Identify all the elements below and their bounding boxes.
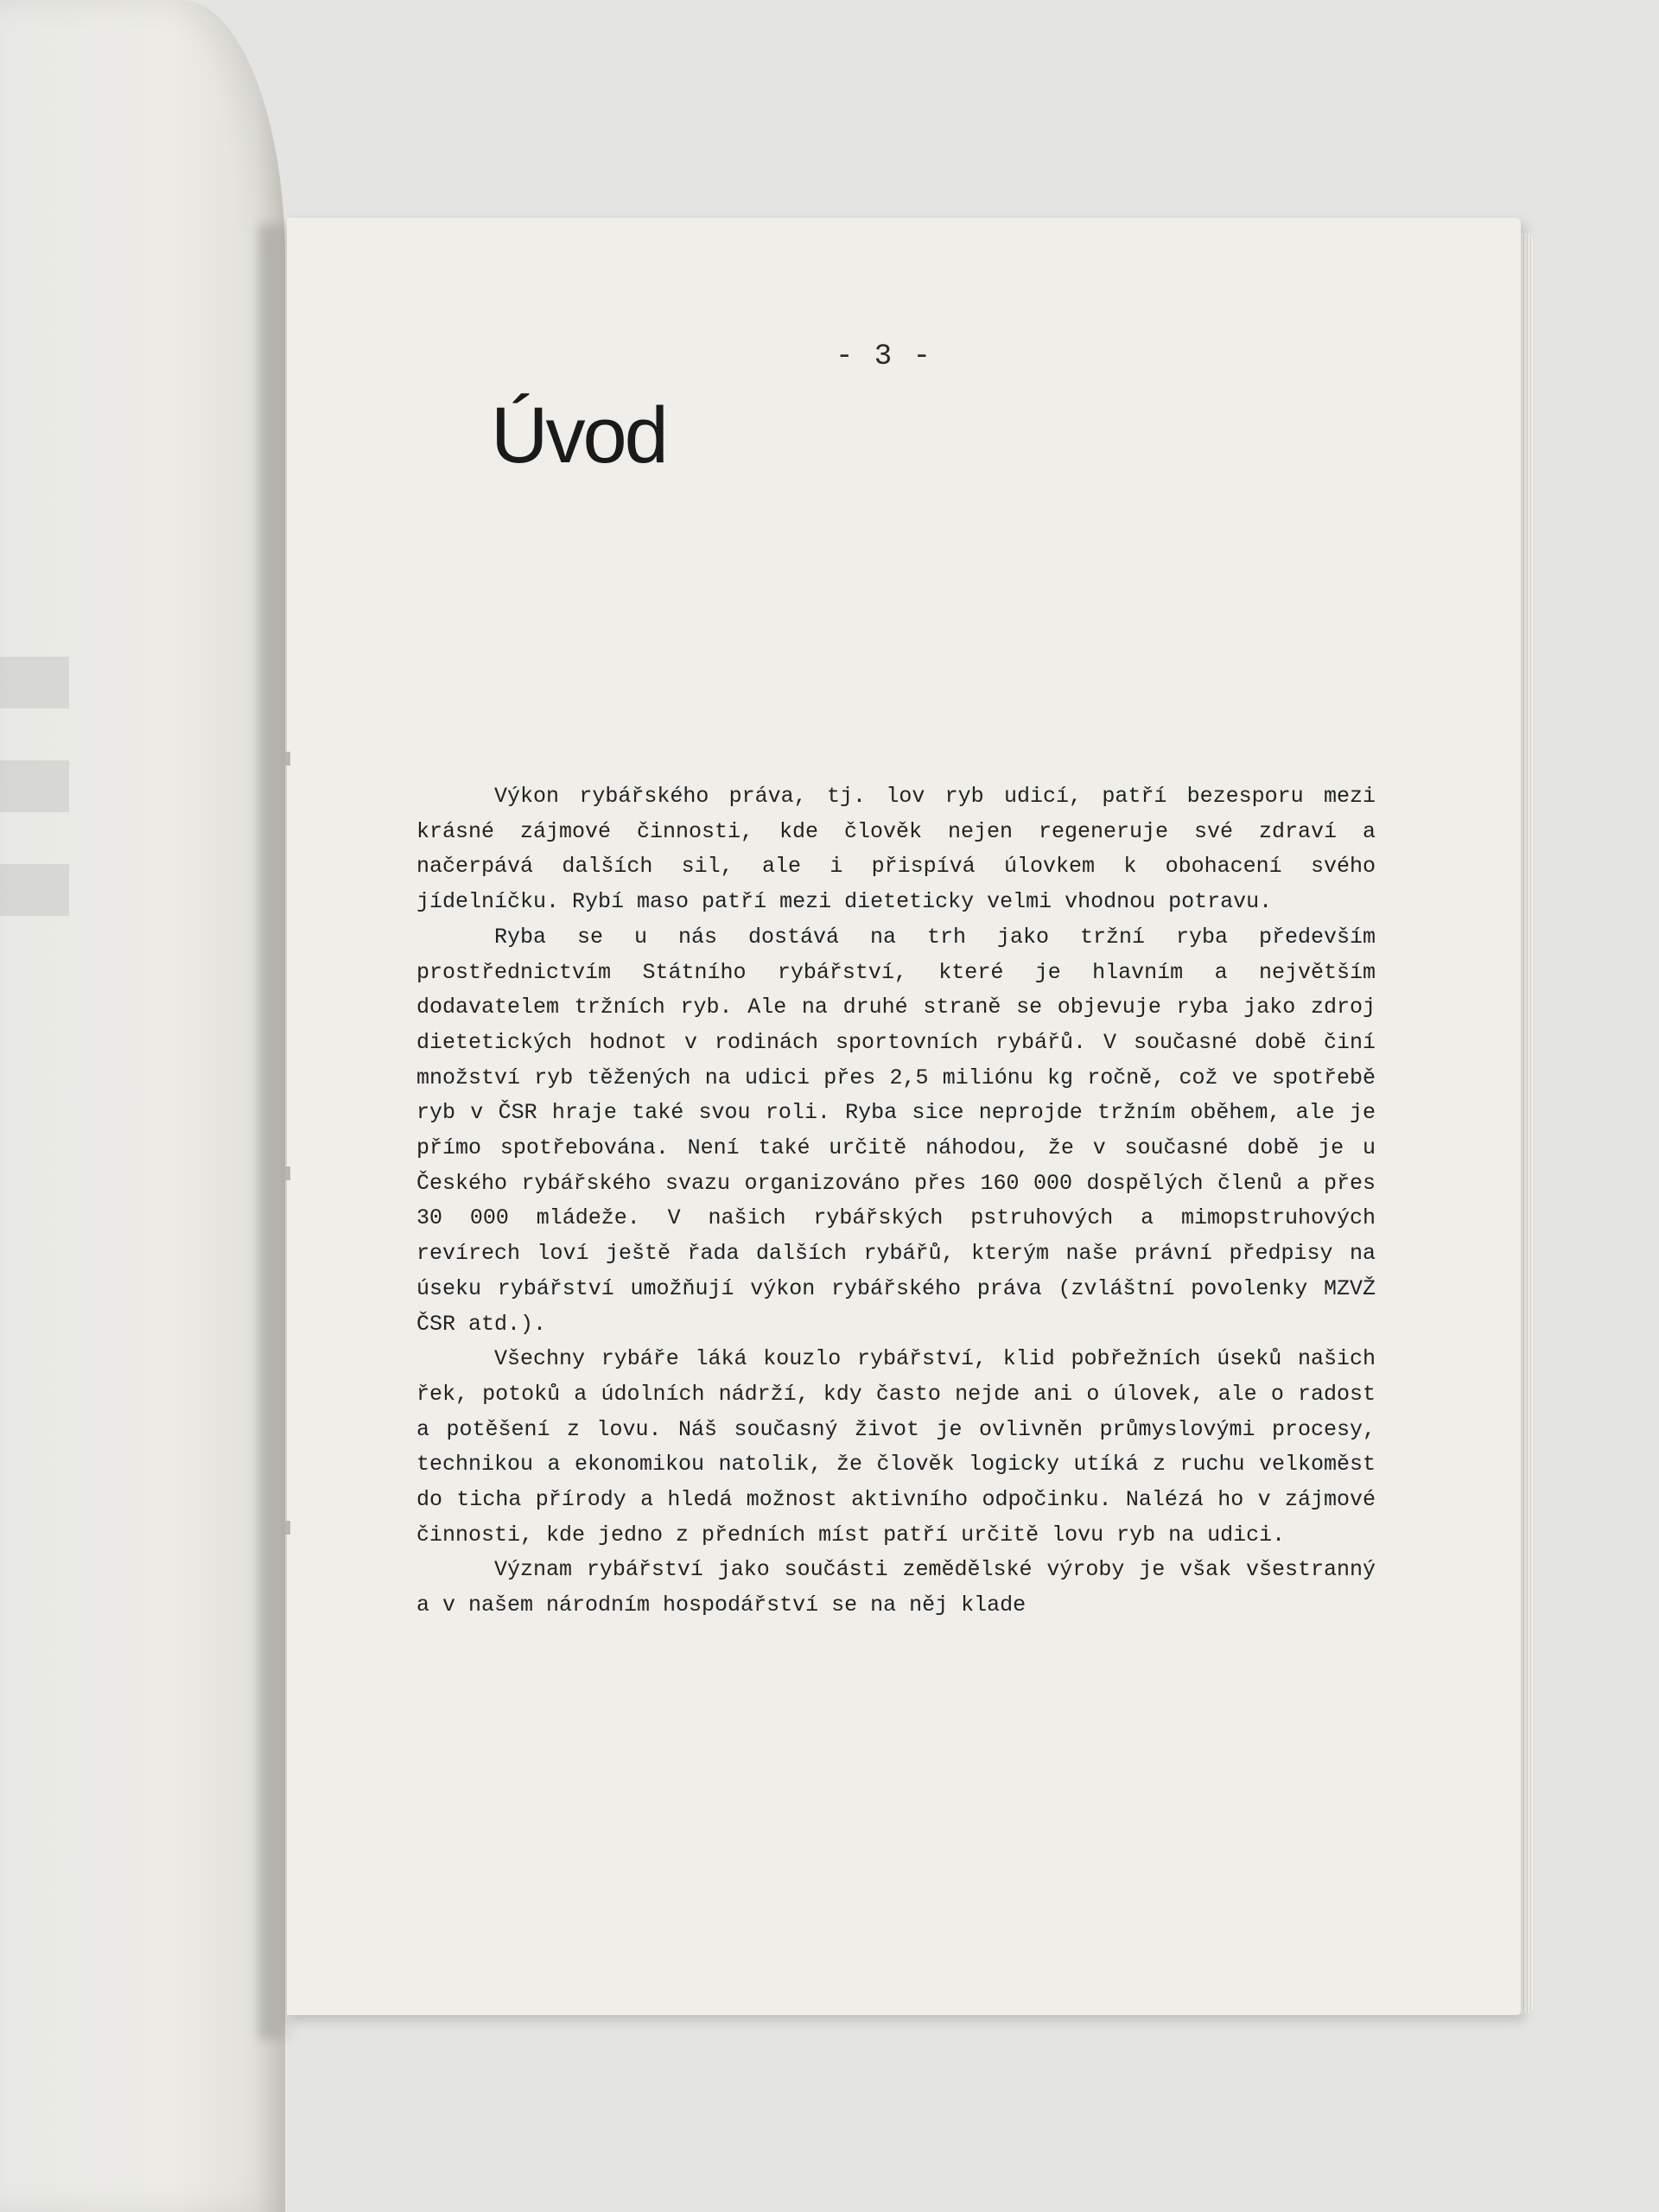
page-number: - 3 - xyxy=(836,340,933,373)
binding-mark xyxy=(285,1521,290,1535)
binding-mark xyxy=(285,752,290,766)
show-through-print xyxy=(0,657,69,968)
chapter-title: Úvod xyxy=(491,391,666,480)
body-text xyxy=(416,779,1376,1624)
binding-mark xyxy=(285,1166,290,1180)
paragraph-4: Význam rybářství jako součásti zemědělské výroby je však všestranný a v našem národním hospodářství se na něj klade xyxy=(416,1557,1376,1618)
paragraph-2: Ryba se u nás dostává na trh jako tržní ryba především prostřednictvím Státního rybářství, které je hlavním a největším dodavatelem tržních ryb. Ale na druhé straně se objevuje ryba jako zdroj dietetických hodnot v rodinách sportovních rybářů. V současné době činí množství ryb těžených na udici přes 2,5 miliónu kg ročně, což ve spotřebě ryb v ČSR hraje také svou roli. Ryba sice neprojde tržním oběhem, ale je přímo spotřebována. Není také určitě náhodou, že v současné době je u Českého rybářského svazu organizováno přes 160 000 dospělých členů a přes 30 000 mládeže. V našich rybářských pstruhových a mimopstruhových revírech loví ještě řada dalších rybářů, kterým naše právní předpisy na úseku rybářství umožňují výkon rybářského práva (zvláštní povolenky MZVŽ ČSR atd.). xyxy=(416,924,1376,1337)
left-page xyxy=(0,0,285,2212)
paragraph-1: Výkon rybářského práva, tj. lov ryb udicí, patří bezesporu mezi krásné zájmové činnosti, kde člověk nejen regeneruje své zdraví a načerpává dalších sil, ale i přispívá úlovkem k obohacení svého jídelníčku. Rybí maso patří mezi dieteticky velmi vhodnou potravu. xyxy=(416,784,1376,915)
paragraph-3: Všechny rybáře láká kouzlo rybářství, klid pobřežních úseků našich řek, potoků a údolních nádrží, kdy často nejde ani o úlovek, ale o radost a potěšení z lovu. Náš současný život je ovlivněn průmyslovými procesy, technikou a ekonomikou natolik, že člověk logicky utíká z ruchu velkoměst do ticha přírody a hledá možnost aktivního odpočinku. Nalézá ho v zájmové činnosti, kde jedno z předních míst patří určitě lovu ryb na udici. xyxy=(416,1346,1376,1548)
right-page xyxy=(287,218,1521,2015)
